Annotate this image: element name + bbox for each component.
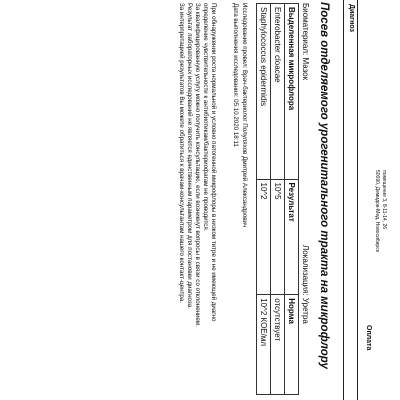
address-line-2: 50090, Демидов-Мед, Новосибирск [374,170,380,252]
diagnosis-row [343,0,358,400]
column-header-microflora: Выделенная микрофлора [285,4,299,180]
column-header-result: Результат [285,179,299,295]
report-header [357,0,400,400]
note-line: За квалифицированную услугу можно получить консультацию, если возникнут вопросы в связи со отклонением. [194,3,201,327]
biomaterial-label: Биоматериал: [301,3,310,56]
biomaterial-line [301,3,310,80]
note-line: определение чувствительности к антибиотикам/бактериофагам не проводится. [202,3,209,232]
study-performer: Исследование провел: Врач-бактериолог Полуляхов Дмитрий Александрович [241,3,248,228]
note-line: При обнаружении роста нормальной и условно патогенной микрофлоры в низком титре и не имеющей диагно [210,3,217,322]
biomaterial-value: Мазок [301,57,310,81]
results-table [256,3,299,395]
localization-value: Уретра [301,297,310,324]
microflora-cell: Staphylococcus epidermidis [257,4,271,180]
result-cell: 10^5 [271,179,285,295]
note-line: За интерпретацией результатов Вы можете обратиться к врачам-консультантам нашего контакт-центра. [178,3,185,303]
localization-line [301,245,310,324]
localization-label: Локализация: [301,245,310,296]
study-completed-date: Дата выполнения исследования: 05.10.2020 18:11 [232,3,239,147]
result-cell: 10^2 [257,179,271,295]
microflora-cell: Enterobacter cloacae [271,4,285,180]
payment-label: Оплата [365,325,372,351]
note-line: Результат лабораторных исследований не является единственным параметром для постановки диагноза. [186,3,193,309]
report-title: Посев отделяемого урогенитального тракта на микрофлору [318,2,330,369]
table-row [271,4,285,395]
norm-cell: отсутствует [271,295,285,395]
norm-cell: 10^2 КОЕ/мл [257,295,271,395]
address-line-1: помещение 3, 8-11-14, 26 [381,170,387,230]
column-header-norm: Норма [285,295,299,395]
table-header-row [285,4,299,395]
diagnosis-label: Диагноз [348,4,355,32]
table-row [257,4,271,395]
